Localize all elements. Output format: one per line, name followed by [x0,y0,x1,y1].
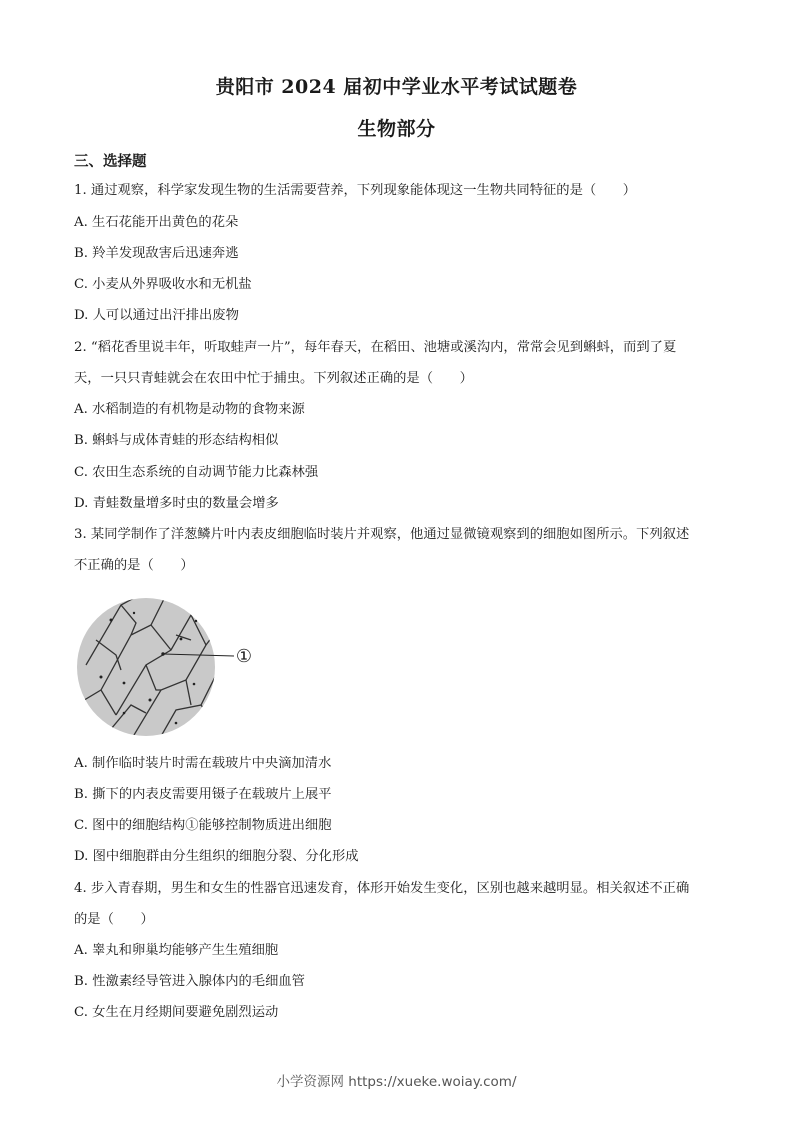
document-title: 贵阳市 2024 届初中学业水平考试试题卷 [215,76,578,98]
option-d: D. 图中细胞群由分生组织的细胞分裂、分化形成 [74,849,359,864]
question-stem: 3. 某同学制作了洋葱鳞片叶内表皮细胞临时装片并观察，他通过显微镜观察到的细胞如图所示。下列叙述 [74,527,690,542]
option-b: B. 性激素经导管进入腺体内的毛细血管 [74,974,305,989]
option-a: A. 睾丸和卵巢均能够产生生殖细胞 [74,943,279,958]
option-d: D. 人可以通过出汗排出废物 [74,308,239,323]
option-c: C. 女生在月经期间要避免剧烈运动 [74,1005,279,1020]
option-a: A. 生石花能开出黄色的花朵 [74,215,239,230]
option-a: A. 水稻制造的有机物是动物的食物来源 [74,402,305,417]
option-b: B. 羚羊发现敌害后迅速奔逃 [74,246,239,261]
option-c: C. 小麦从外界吸收水和无机盐 [74,277,252,292]
option-c: C. 图中的细胞结构①能够控制物质进出细胞 [74,818,332,833]
document-subtitle: 生物部分 [357,118,436,140]
option-d: D. 青蛙数量增多时虫的数量会增多 [74,496,279,511]
figure-label-1: ① [235,646,253,667]
question-stem: 2. “稻花香里说丰年，听取蛙声一片”，每年春天，在稻田、池塘或溪沟内，常常会见到蝌蚪，而到了夏 [74,340,677,355]
question-stem: 1. 通过观察，科学家发现生物的生活需要营养，下列现象能体现这一生物共同特征的是（ ） [74,183,637,198]
question-stem: 4. 步入青春期，男生和女生的性器官迅速发育，体形开始发生变化，区别也越来越明显。相关叙述不正确 [74,881,690,896]
option-b: B. 蝌蚪与成体青蛙的形态结构相似 [74,433,279,448]
microscope-cell-figure [76,595,266,740]
question-stem-cont: 不正确的是（ ） [74,558,194,573]
question-stem-cont: 的是（ ） [74,912,154,927]
section-heading: 三、选择题 [74,153,147,170]
option-a: A. 制作临时装片时需在载玻片中央滴加清水 [74,756,332,771]
onion-cells-illustration [76,595,266,740]
footer-watermark: 小学资源网 https://xueke.woiay.com/ [276,1074,517,1090]
option-b: B. 撕下的内表皮需要用镊子在载玻片上展平 [74,787,332,802]
option-c: C. 农田生态系统的自动调节能力比森林强 [74,465,319,480]
question-stem-cont: 天，一只只青蛙就会在农田中忙于捕虫。下列叙述正确的是（ ） [74,371,473,386]
